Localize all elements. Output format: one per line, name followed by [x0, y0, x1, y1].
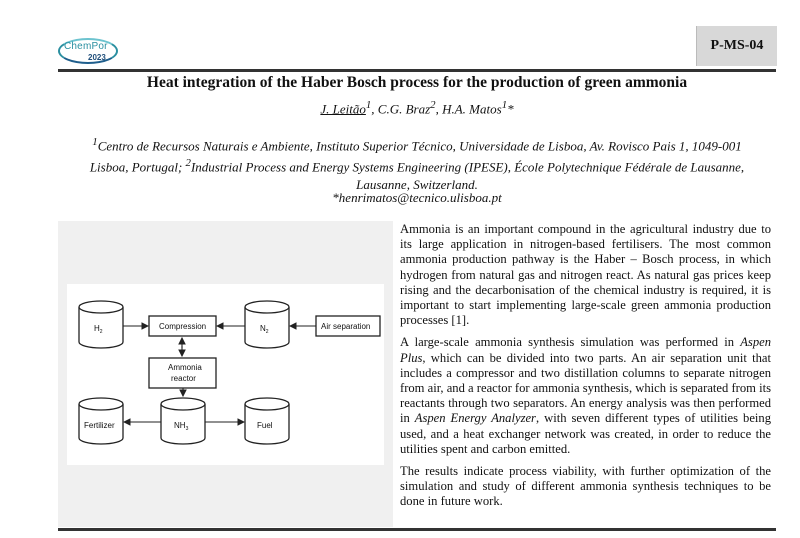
p2-software-aspen-plus: Aspen Plus	[400, 335, 771, 365]
chempor-logo	[58, 36, 122, 66]
abstract-paragraph-1: Ammonia is an important compound in the agricultural industry due to its large application in nitrogen-based fertilisers. The most common ammonia production pathway is the Haber – Bosch process, in which hydrogen from natural gas and nitrogen react. As natural gas prices keep rising and the decarbonisation of the chemical industry is required, it is important to start implementing large-scale green ammonia production processes [1].	[400, 222, 771, 328]
process-flow-svg	[67, 284, 384, 465]
contact-email: *henrimatos@tecnico.ulisboa.pt	[332, 190, 502, 205]
poster-code-label: P-MS-04	[710, 38, 764, 53]
compression-label: Compression	[159, 322, 207, 331]
compression-box	[149, 316, 216, 336]
fertilizer-tank	[79, 398, 123, 444]
reactor-label-line1: Ammonia	[168, 363, 202, 372]
abstract-paragraph-3: The results indicate process viability, with further optimization of the simulation and study of different ammonia synthesis techniques to be done in future work.	[400, 464, 771, 509]
affil-2: Industrial Process and Energy Systems Engineering (IPESE), École Polytechnique Fédérale de Lausanne, Lausanne, Switzerland.	[190, 159, 745, 192]
abstract-text	[400, 222, 771, 517]
poster-code	[696, 26, 777, 66]
fertilizer-label: Fertilizer	[84, 421, 115, 430]
fuel-label: Fuel	[257, 421, 273, 430]
reactor-label-line2: reactor	[171, 374, 196, 383]
nh3-tank	[161, 398, 205, 444]
author-1-affil: 1	[365, 99, 372, 111]
nh3-label: $NH_3$	[174, 421, 189, 432]
logo-year: 2023	[88, 53, 106, 62]
author-2-affil: 2	[430, 99, 436, 111]
n2-tank	[245, 301, 289, 348]
author-1: J. Leitão	[320, 101, 366, 117]
author-2: , C.G. Braz	[371, 101, 431, 117]
corresponding-star: *	[507, 101, 514, 117]
affiliations	[80, 134, 754, 193]
paper-title: Heat integration of the Haber Bosch process for the production of green ammonia	[146, 74, 688, 91]
bottom-divider	[58, 528, 776, 531]
abstract-paragraph-2	[400, 335, 771, 457]
ammonia-reactor-box	[149, 358, 216, 388]
n2-label: $N_2$	[260, 324, 269, 335]
affil-1-marker: 1	[92, 136, 98, 148]
top-divider	[58, 69, 776, 72]
air-separation-label: Air separation	[321, 322, 371, 331]
h2-tank	[79, 301, 123, 348]
air-separation-box	[316, 316, 380, 336]
logo-name: ChemPor	[64, 41, 108, 52]
fuel-tank	[245, 398, 289, 444]
author-list	[58, 99, 776, 117]
process-diagram	[67, 284, 384, 465]
p2-text-a: A large-scale ammonia synthesis simulation was performed in	[400, 335, 741, 350]
author-3: , H.A. Matos	[435, 101, 502, 117]
p2-text-e: , with seven different types of utilities being used, and a heat exchanger network was created, in order to reduce the utilities spent and carbon emitted.	[400, 411, 771, 456]
p2-software-aspen-energy-analyzer: Aspen Energy Analyzer	[414, 411, 536, 426]
affil-2-marker: 2	[185, 156, 191, 169]
affil-1: Centro de Recursos Naturais e Ambiente, Instituto Superior Técnico, Universidade de Lisboa, Av. Rovisco Pais 1, 1049-001 Lisboa, Portugal;	[89, 138, 742, 175]
p2-text-c: , which can be divided into two parts. An air separation unit that includes a compressor and two distillation columns to separate nitrogen from air, and a reactor for ammonia synthesis, which is separated from its reactants through two separators. An energy analysis was then performed in	[400, 350, 771, 426]
author-3-affil: 1	[501, 99, 508, 111]
h2-label: $H_2$	[94, 324, 103, 335]
